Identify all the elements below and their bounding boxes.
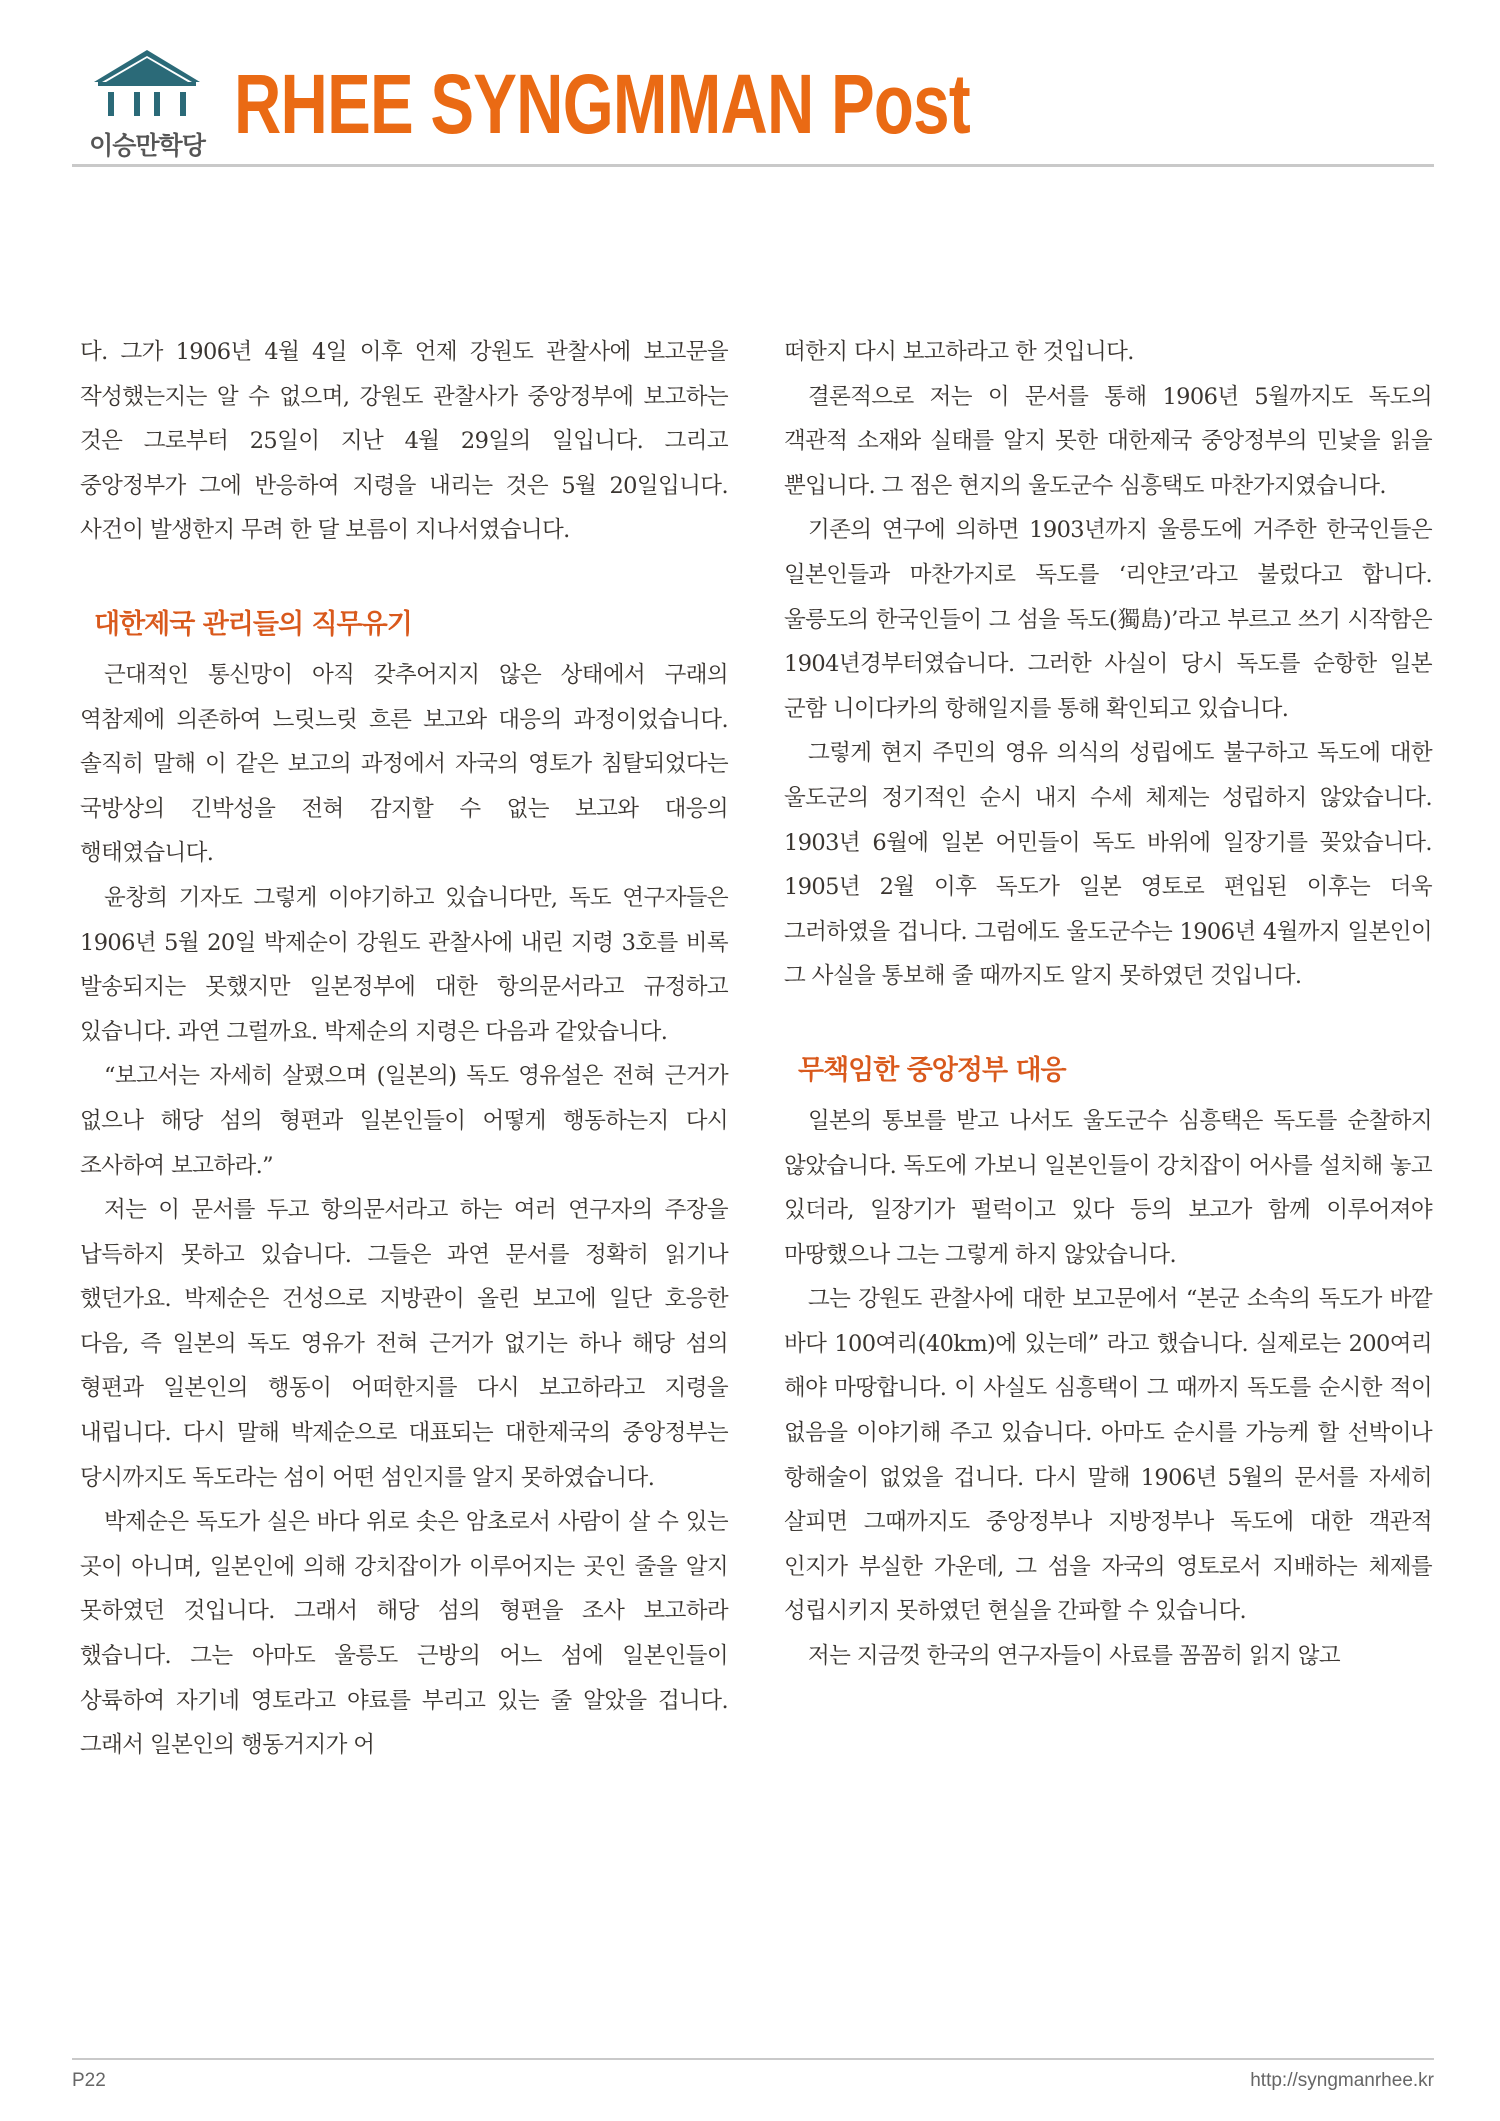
publication-title: RHEE SYNGMMAN Post <box>234 57 970 151</box>
right-column <box>784 330 1432 1679</box>
footer-divider <box>72 2058 1434 2060</box>
body-paragraph: 근대적인 통신망이 아직 갖추어지지 않은 상태에서 구래의 역참제에 의존하여 느릿느릿 흐른 보고와 대응의 과정이었습니다. 솔직히 말해 이 같은 보고의 과정에서 자국의 영토가 침탈되었다는 국방상의 긴박성을 전혀 감지할 수 없는 보고와 대응의 행태였습니다. <box>80 661 728 867</box>
left-column <box>80 330 728 1768</box>
body-paragraph: 저는 지금껏 한국의 연구자들이 사료를 꼼꼼히 읽지 않고 <box>808 1643 1340 1670</box>
body-paragraph: 일본의 통보를 받고 나서도 울도군수 심흥택은 독도를 순찰하지 않았습니다. 독도에 가보니 일본인들이 강치잡이 어사를 설치해 놓고 있더라, 일장기가 펄럭이고 있다 등의 보고가 함께 이루어져야 마땅했으나 그는 그렇게 하지 않았습니다. <box>784 1107 1432 1268</box>
page-number: P22 <box>72 2070 106 2091</box>
section-heading: 대한제국 관리들의 직무유기 <box>94 608 412 640</box>
body-paragraph: 저는 이 문서를 두고 항의문서라고 하는 여러 연구자의 주장을 납득하지 못하고 있습니다. 그들은 과연 문서를 정확히 읽기나 했던가요. 박제순은 건성으로 지방관이 올린 보고에 일단 호응한 다음, 즉 일본의 독도 영유가 전혀 근거가 없기는 하나 해당 섬의 형편과 일본인의 행동이 어떠한지를 다시 보고하라고 지령을 내립니다. 다시 말해 박제순으로 대표되는 대한제국의 중앙정부는 당시까지도 독도라는 섬이 어떤 섬인지를 알지 못하였습니다. <box>80 1197 728 1491</box>
logo-text: 이승만학당 <box>89 131 205 160</box>
site-url[interactable]: http://syngmanrhee.kr <box>1250 2070 1434 2091</box>
body-paragraph: 그렇게 현지 주민의 영유 의식의 성립에도 불구하고 독도에 대한 울도군의 정기적인 순시 내지 수세 체제는 성립하지 않았습니다. 1903년 6월에 일본 어민들이 독도 바위에 일장기를 꽂았습니다. 1905년 2월 이후 독도가 일본 영토로 편입된 이후는 더욱 그러하였을 겁니다. 그럼에도 울도군수는 1906년 4월까지 일본인이 그 사실을 통보해 줄 때까지도 알지 못하였던 것입니다. <box>784 740 1432 990</box>
header-divider <box>72 164 1434 167</box>
body-paragraph: 윤창희 기자도 그렇게 이야기하고 있습니다만, 독도 연구자들은 1906년 5월 20일 박제순이 강원도 관찰사에 내린 지령 3호를 비록 발송되지는 못했지만 일본정부에 대한 항의문서라고 규정하고 있습니다. 과연 그럴까요. 박제순의 지령은 다음과 같았습니다. <box>80 884 728 1045</box>
section-heading: 무책임한 중앙정부 대응 <box>798 1054 1066 1086</box>
body-paragraph: 기존의 연구에 의하면 1903년까지 울릉도에 거주한 한국인들은 일본인들과 마찬가지로 독도를 ‘리얀코’라고 불렀다고 합니다. 울릉도의 한국인들이 그 섬을 독도(獨島)’라고 부르고 쓰기 시작함은 1904년경부터였습니다. 그러한 사실이 당시 독도를 순항한 일본 군함 니이다카의 항해일지를 통해 확인되고 있습니다. <box>784 517 1432 722</box>
body-paragraph: 떠한지 다시 보고하라고 한 것입니다. <box>784 339 1134 365</box>
body-paragraph: 결론적으로 저는 이 문서를 통해 1906년 5월까지도 독도의 객관적 소재와 실태를 알지 못한 대한제국 중앙정부의 민낯을 읽을 뿐입니다. 그 점은 현지의 울도군수 심흥택도 마찬가지였습니다. <box>784 383 1432 499</box>
body-paragraph: 그는 강원도 관찰사에 대한 보고문에서 “본군 소속의 독도가 바깥 바다 100여리(40km)에 있는데” 라고 했습니다. 실제로는 200여리 해야 마땅합니다. 이 사실도 심흥택이 그 때까지 독도를 순시한 적이 없음을 이야기해 주고 있습니다. 아마도 순시를 가능케 할 선박이나 항해술이 없었을 겁니다. 다시 말해 1906년 5월의 문서를 자세히 살피면 그때까지도 중앙정부나 지방정부나 독도에 대한 객관적 인지가 부실한 가운데, 그 섬을 자국의 영토로서 지배하는 체제를 성립시키지 못하였던 현실을 간파할 수 있습니다. <box>784 1286 1432 1625</box>
body-paragraph: 다. 그가 1906년 4월 4일 이후 언제 강원도 관찰사에 보고문을 작성했는지는 알 수 없으며, 강원도 관찰사가 중앙정부에 보고하는 것은 그로부터 25일이 지난 4월 29일의 일입니다. 그리고 중앙정부가 그에 반응하여 지령을 내리는 것은 5월 20일입니다. 사건이 발생한지 무려 한 달 보름이 지나서였습니다. <box>80 339 728 544</box>
body-paragraph: 박제순은 독도가 실은 바다 위로 솟은 암초로서 사람이 살 수 있는 곳이 아니며, 일본인에 의해 강치잡이가 이루어지는 곳인 줄을 알지 못하였던 것입니다. 그래서 해당 섬의 형편을 조사 보고하라 했습니다. 그는 아마도 울릉도 근방의 어느 섬에 일본인들이 상륙하여 자기네 영토라고 야료를 부리고 있는 줄 알았을 겁니다. 그래서 일본인의 행동거지가 어 <box>80 1509 728 1759</box>
body-paragraph: “보고서는 자세히 살폈으며 (일본의) 독도 영유설은 전혀 근거가 없으나 해당 섬의 형편과 일본인들이 어떻게 행동하는지 다시 조사하여 보고하라.” <box>80 1063 728 1179</box>
header <box>72 48 1432 168</box>
